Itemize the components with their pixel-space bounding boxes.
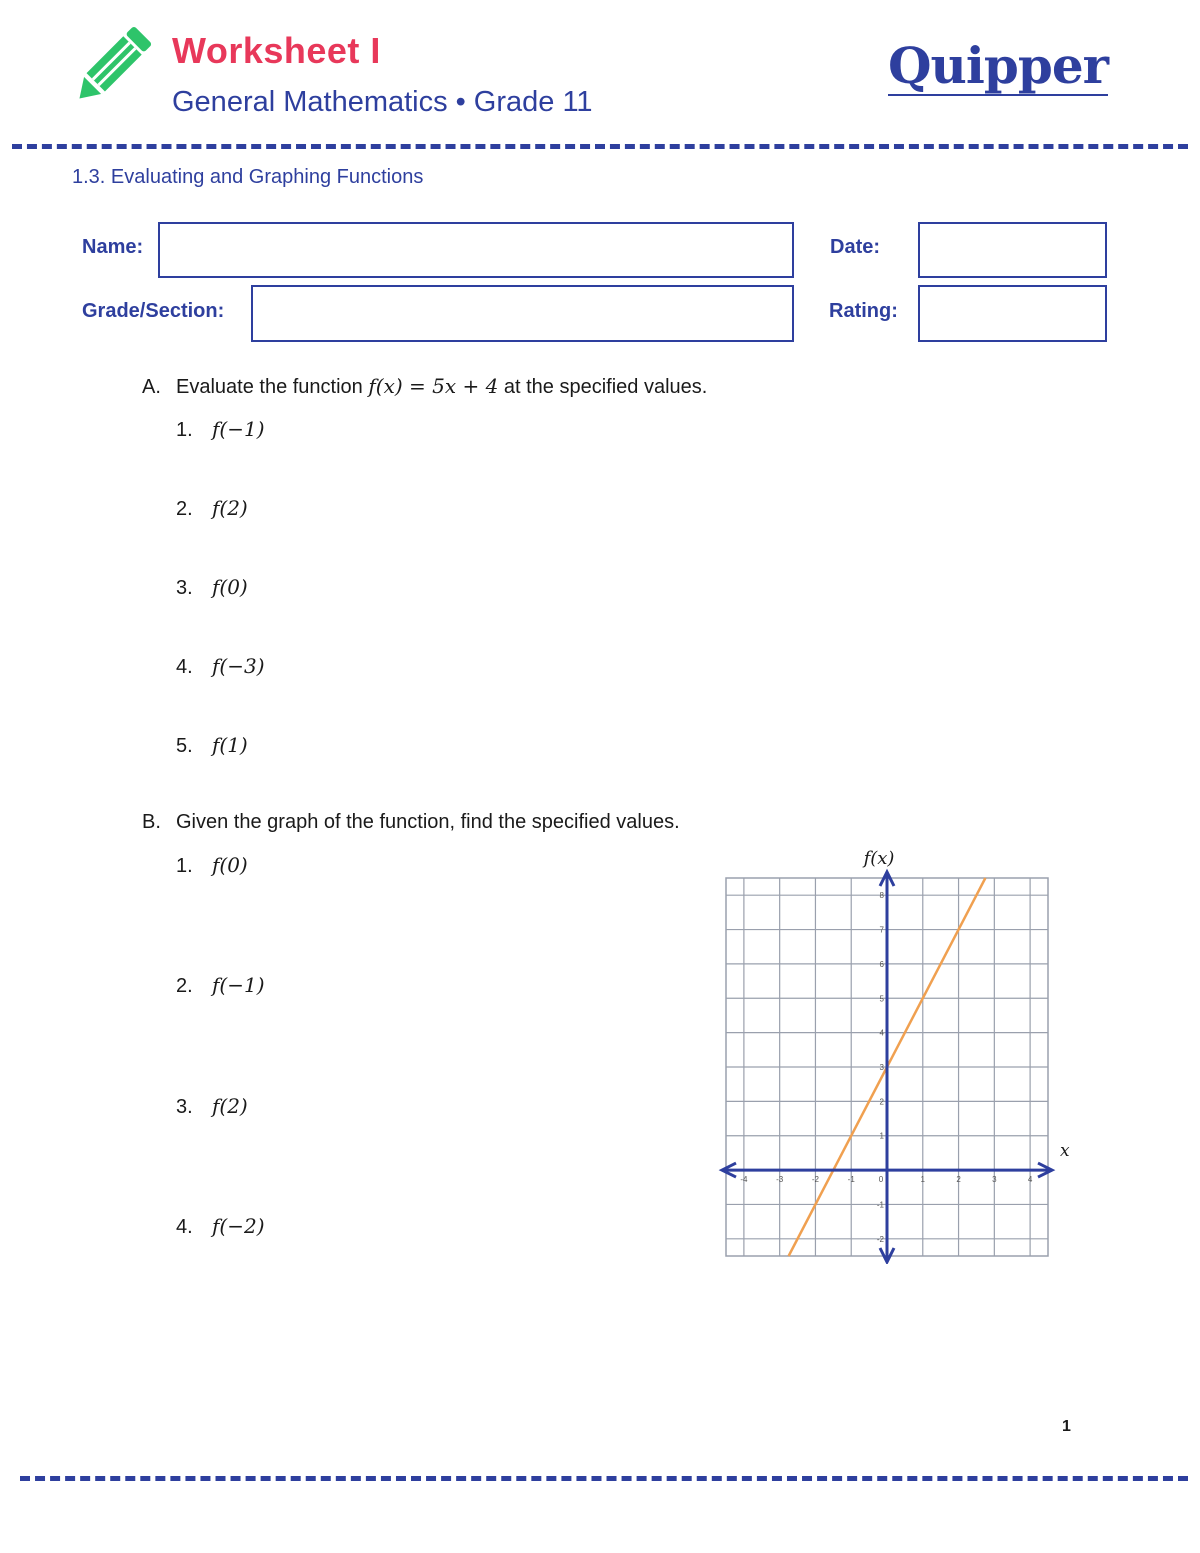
part-a-item [176, 575, 248, 600]
part-a-item [176, 417, 265, 442]
part-a-item [176, 654, 265, 679]
x-tick-label: 4 [1027, 1175, 1033, 1185]
subject-name: General Mathematics [172, 86, 448, 118]
item-number: 4. [176, 1216, 193, 1238]
part-a-function: f(x) = 5x + 4 [368, 374, 499, 398]
y-tick-label: 3 [879, 1063, 884, 1072]
y-tick-label: 1 [879, 1131, 884, 1141]
part-a-instruction [142, 374, 707, 399]
y-tick-label: 5 [879, 994, 884, 1004]
rating-label: Rating: [829, 300, 898, 322]
rating-field[interactable] [918, 285, 1107, 342]
item-expression: f(−2) [212, 1214, 265, 1238]
item-number: 3. [176, 577, 193, 599]
item-expression: f(2) [212, 1094, 248, 1118]
item-number: 1. [176, 419, 193, 441]
x-tick-label: -1 [847, 1175, 855, 1185]
x-tick-label: -3 [776, 1175, 784, 1185]
section-title: 1.3. Evaluating and Graphing Functions [72, 166, 424, 188]
item-expression: f(0) [212, 853, 248, 877]
y-tick-label: 7 [879, 925, 884, 935]
part-b-item [176, 1214, 265, 1239]
subject-line [172, 86, 593, 119]
pencil-icon [70, 22, 154, 110]
y-tick-label: 4 [879, 1028, 884, 1038]
item-number: 5. [176, 735, 193, 757]
header-divider [12, 144, 1188, 149]
item-expression: f(0) [212, 575, 248, 599]
x-axis-label: x [1060, 1141, 1070, 1162]
x-tick-label: 0 [878, 1175, 884, 1185]
part-b-text: Given the graph of the function, find the specified values. [176, 811, 680, 833]
item-number: 3. [176, 1096, 193, 1118]
item-expression: f(−3) [212, 654, 265, 678]
item-expression: f(2) [212, 496, 248, 520]
item-expression: f(−1) [212, 973, 265, 997]
x-tick-label: 3 [992, 1175, 997, 1185]
function-graph [716, 844, 1076, 1264]
y-tick-label: 8 [879, 891, 884, 901]
part-b-instruction [142, 811, 680, 834]
part-b-item [176, 973, 265, 998]
y-tick-label: 6 [879, 959, 884, 969]
page-number: 1 [1062, 1418, 1071, 1435]
x-tick-label: 1 [920, 1175, 926, 1185]
name-field[interactable] [158, 222, 794, 278]
item-number: 2. [176, 975, 193, 997]
part-a-text-before: Evaluate the function [176, 376, 369, 398]
grade-section-field[interactable] [251, 285, 794, 342]
part-a-item [176, 496, 248, 521]
part-a-letter: A. [142, 376, 161, 398]
y-axis-label: f(x) [863, 848, 895, 869]
y-tick-label: -2 [876, 1234, 884, 1244]
y-tick-label: 2 [879, 1097, 884, 1107]
grade-section-label: Grade/Section: [82, 300, 225, 322]
item-number: 1. [176, 855, 193, 877]
footer-divider [20, 1476, 1188, 1481]
item-number: 2. [176, 498, 193, 520]
date-label: Date: [830, 236, 881, 258]
part-a-text-after: at the specified values. [498, 376, 708, 398]
name-label: Name: [82, 236, 144, 258]
worksheet-title: Worksheet I [172, 30, 381, 71]
y-tick-label: -1 [876, 1200, 884, 1210]
part-a-item [176, 733, 248, 758]
date-field[interactable] [918, 222, 1107, 278]
x-tick-label: -4 [740, 1175, 748, 1185]
part-b-item [176, 853, 248, 878]
brand-logo: Quipper [888, 36, 1108, 95]
x-tick-label: 2 [956, 1175, 961, 1185]
part-b-item [176, 1094, 248, 1119]
x-tick-label: -2 [811, 1175, 820, 1185]
part-b-letter: B. [142, 811, 161, 833]
item-number: 4. [176, 656, 193, 678]
grade-level: Grade 11 [473, 86, 593, 118]
subject-separator: • [455, 86, 466, 118]
item-expression: f(1) [212, 733, 248, 757]
item-expression: f(−1) [212, 417, 265, 441]
